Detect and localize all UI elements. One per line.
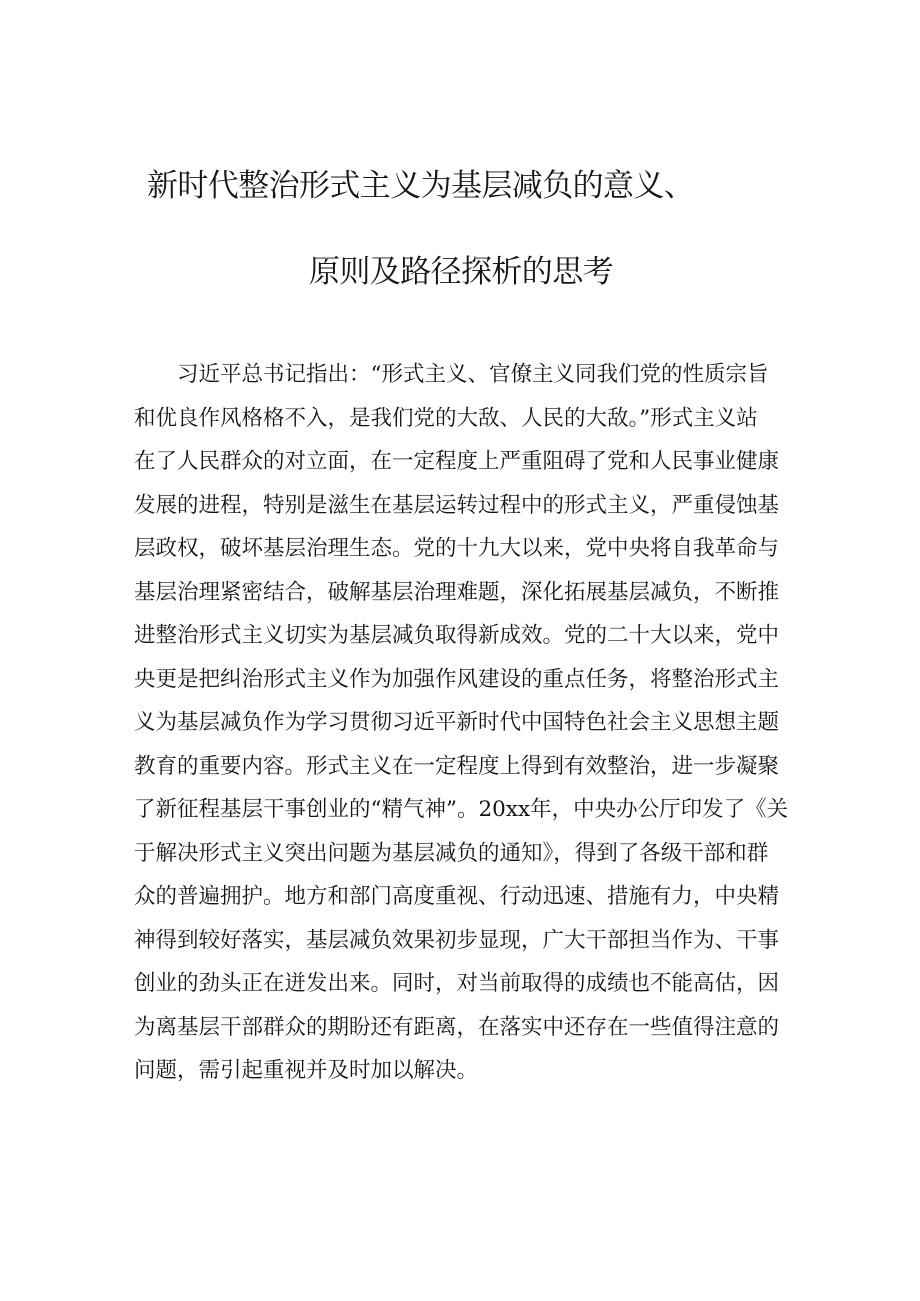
paragraph-line-1: 习近平总书记指出：“形式主义、官僚主义同我们党的性质宗旨 xyxy=(177,362,769,387)
paragraph-line-11: 了新征程基层干事创业的“精气神”。20xx年，中央办公厅印发了《关 xyxy=(134,797,789,822)
paragraph-line-6: 基层治理紧密结合，破解基层治理难题，深化拓展基层减负，不断推 xyxy=(134,579,780,605)
paragraph-line-2: 和优良作风格格不入，是我们党的大敌、人民的大敌。”形式主义站 xyxy=(134,405,758,431)
paragraph-line-3: 在了人民群众的对立面，在一定程度上严重阻碍了党和人民事业健康 xyxy=(134,449,780,474)
paragraph-line-17: 问题，需引起重视并及时加以解决。 xyxy=(134,1058,479,1083)
paragraph-line-7: 进整治形式主义切实为基层减负取得新成效。党的二十大以来，党中 xyxy=(134,623,780,648)
paragraph-line-15: 创业的劲头正在迸发出来。同时，对当前取得的成绩也不能高估，因 xyxy=(134,971,780,996)
paragraph-line-10: 教育的重要内容。形式主义在一定程度上得到有效整治，进一步凝聚 xyxy=(134,753,780,779)
paragraph-line-9: 义为基层减负作为学习贯彻习近平新时代中国特色社会主义思想主题 xyxy=(134,710,780,735)
document-title-line-1: 新时代整治形式主义为基层减负的意义、 xyxy=(147,168,695,204)
paragraph-line-5: 层政权，破坏基层治理生态。党的十九大以来，党中央将自我革命与 xyxy=(134,536,780,561)
paragraph-line-13: 众的普遍拥护。地方和部门高度重视、行动迅速、措施有力，中央精 xyxy=(134,884,780,909)
paragraph-line-12: 于解决形式主义突出问题为基层减负的通知》，得到了各级干部和群 xyxy=(134,840,769,866)
document-title-line-2: 原则及路径探析的思考 xyxy=(309,254,613,290)
paragraph-line-16: 为离基层干部群众的期盼还有距离，在落实中还存在一些值得注意的 xyxy=(134,1014,780,1040)
paragraph-line-4: 发展的进程，特别是滋生在基层运转过程中的形式主义，严重侵蚀基 xyxy=(134,492,780,518)
document-body-paragraph xyxy=(134,353,796,1093)
paragraph-line-14: 神得到较好落实，基层减负效果初步显现，广大干部担当作为、干事 xyxy=(134,927,780,953)
paragraph-line-8: 央更是把纠治形式主义作为加强作风建设的重点任务，将整治形式主 xyxy=(134,666,780,692)
